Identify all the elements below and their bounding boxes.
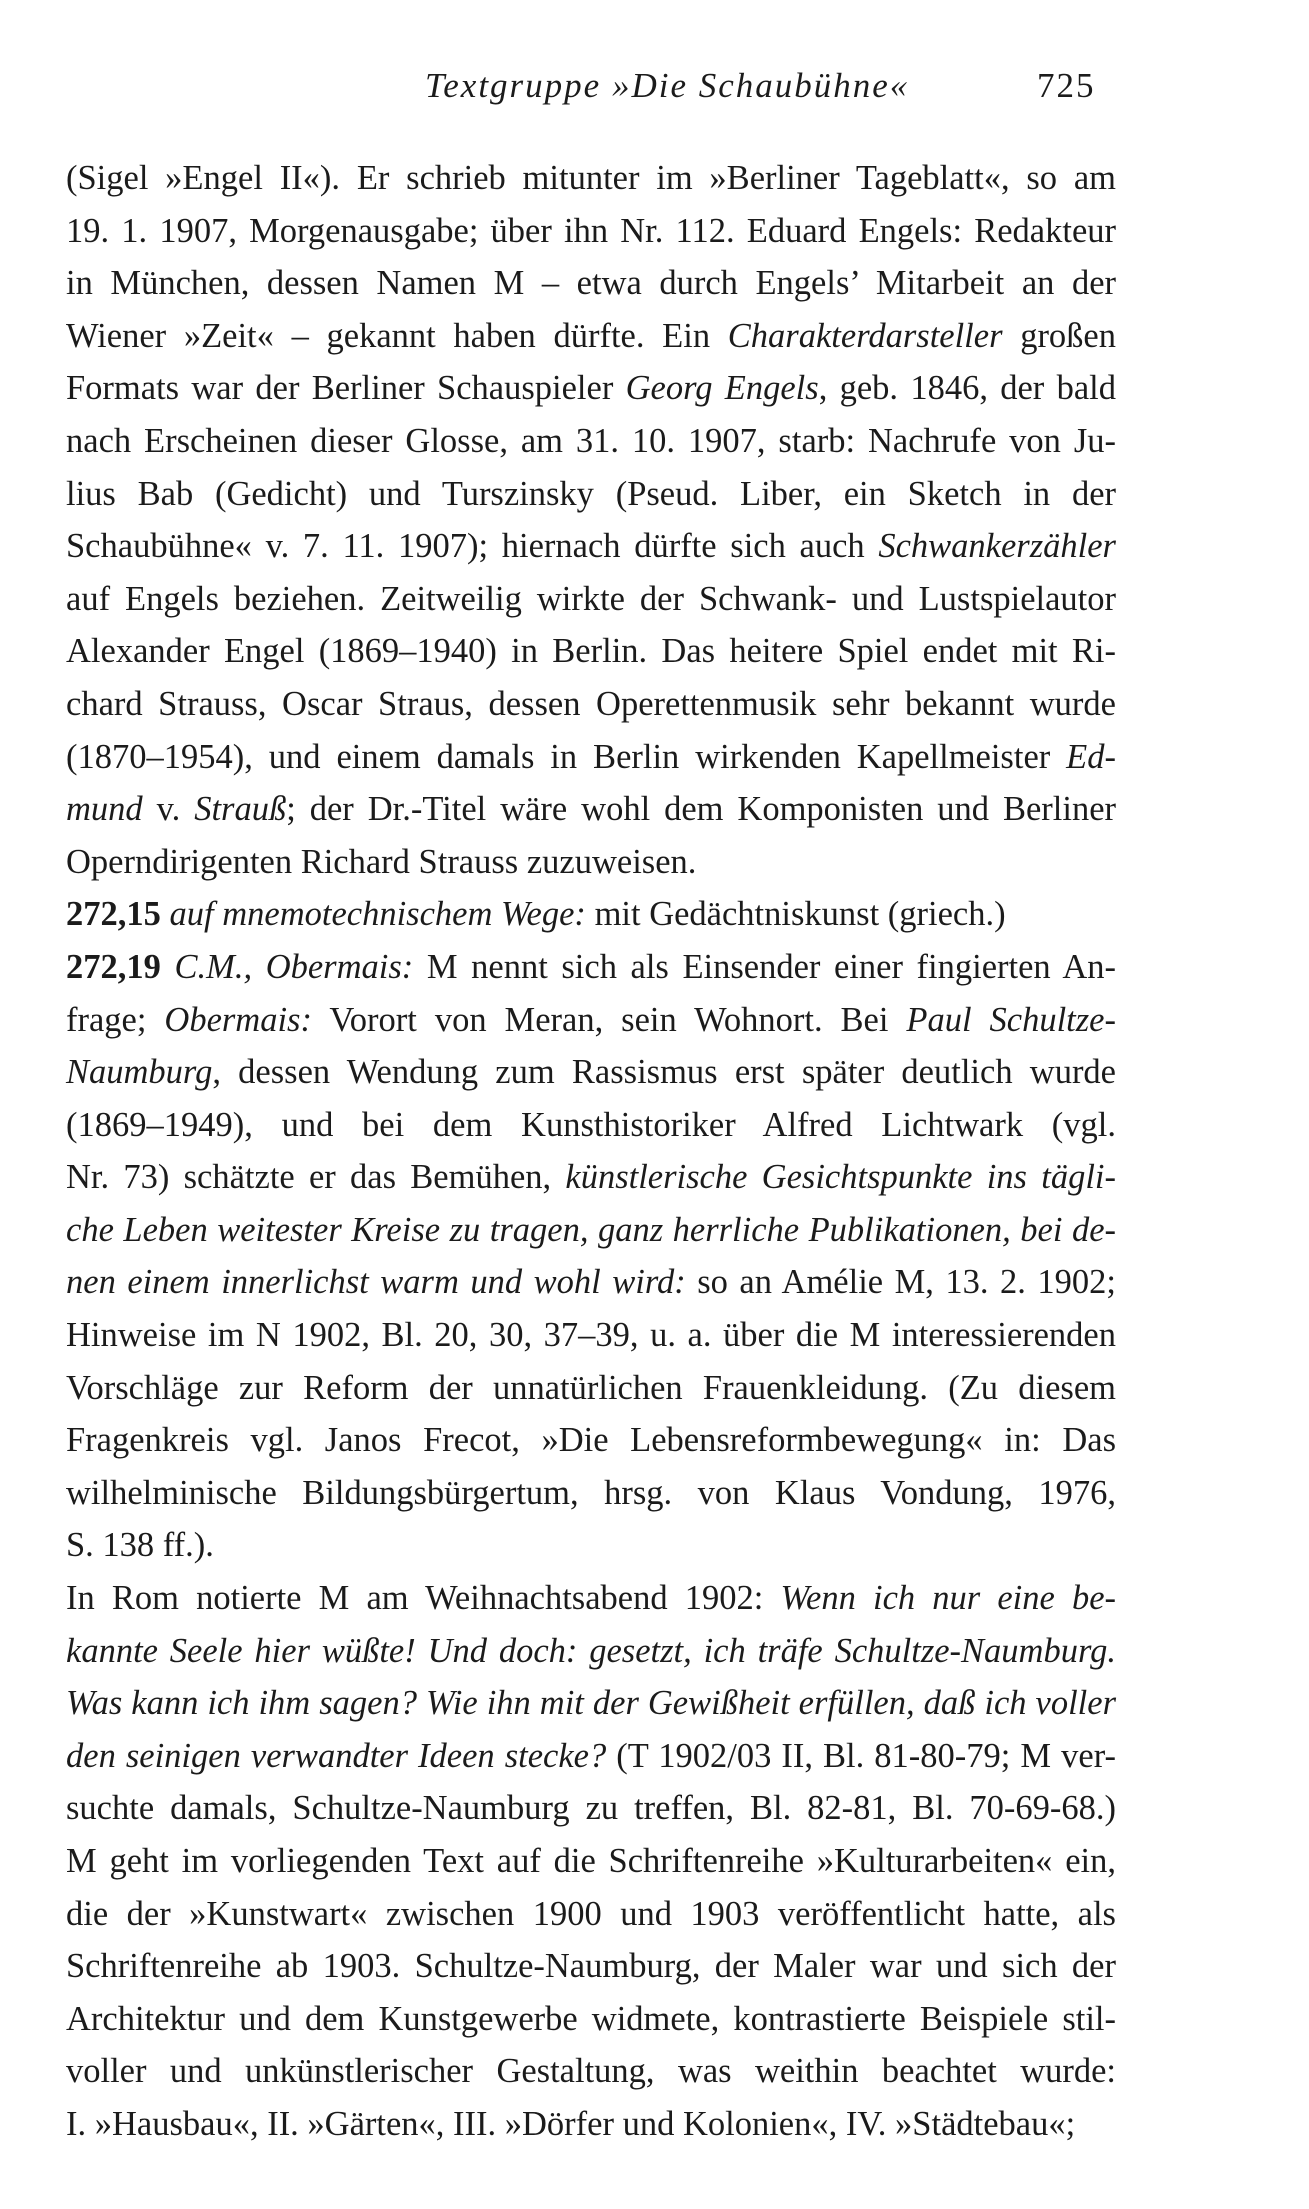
italic-quote: Ed- <box>1066 737 1116 776</box>
text-line <box>66 205 1116 258</box>
text-line <box>66 1414 1116 1467</box>
text-line <box>66 2045 1116 2098</box>
italic-quote: auf mnemotechnischem Wege: <box>169 895 586 934</box>
text-line <box>66 1993 1116 2046</box>
text-segment: großen <box>1002 316 1116 355</box>
text-segment: Alexander Engel (1869–1940) in Berlin. Das heitere Spiel endet mit Ri- <box>66 632 1116 671</box>
text-line <box>66 257 1116 310</box>
text-line <box>66 468 1116 521</box>
italic-quote: Was kann ich ihm sagen? Wie ihn mit der Gewißheit erfüllen, daß ich voller <box>66 1684 1116 1723</box>
text-segment: Schriftenreihe ab 1903. Schultze-Naumburg, der Maler war und sich der <box>66 1947 1116 1986</box>
italic-quote: künstlerische Gesichtspunkte ins tägli- <box>565 1158 1116 1197</box>
text-line <box>66 1099 1116 1152</box>
italic-quote: Schwankerzähler <box>878 527 1116 566</box>
text-segment: so an Amélie M, 13. 2. 1902; <box>685 1263 1116 1302</box>
text-line <box>66 310 1116 363</box>
text-line <box>66 994 1116 1047</box>
commentary-text <box>66 152 1116 2151</box>
text-line <box>66 731 1116 784</box>
text-segment: Operndirigenten Richard Strauss zuzuweisen. <box>66 842 697 881</box>
text-segment: Nr. 73) schätzte er das Bemühen, <box>66 1158 566 1197</box>
text-line <box>66 625 1116 678</box>
line-reference: 272,19 <box>66 947 161 986</box>
text-segment: «). Er schrieb mitunter im »Berliner Tageblatt«, so am <box>302 159 1116 197</box>
text-line <box>66 1519 1116 1572</box>
running-head <box>0 66 1309 116</box>
text-segment: (Sigel »Engel <box>66 159 280 197</box>
text-segment: (T 1902/03 II, Bl. 81-80-79; M ver- <box>606 1736 1116 1775</box>
text-line <box>66 1888 1116 1941</box>
italic-quote: Georg Engels <box>625 369 819 408</box>
text-line <box>66 1572 1116 1625</box>
italic-quote: Obermais: <box>164 1000 312 1039</box>
text-segment: , dessen Wendung zum Rassismus erst später deutlich wurde <box>212 1053 1116 1092</box>
text-line <box>66 1362 1116 1415</box>
text-segment: M geht im vorliegenden Text auf die Schriftenreihe »Kulturarbeiten« ein, <box>66 1842 1116 1880</box>
text-segment: voller und unkünstlerischer Gestaltung, was weithin beachtet wurde: <box>66 2052 1116 2091</box>
italic-quote: den seinigen verwandter Ideen stecke? <box>66 1736 607 1775</box>
text-line <box>66 152 1116 205</box>
running-head-title: Textgruppe »Die Schaubühne« <box>425 66 910 105</box>
text-line <box>66 1625 1116 1678</box>
text-line <box>66 2098 1116 2151</box>
text-segment: Schaubühne« v. 7. 11. 1907); hiernach dürfte sich auch <box>66 527 879 566</box>
text-segment: I. »Hausbau«, II. »Gärten«, III. »Dörfer und Kolonien«, IV. »Städtebau«; <box>66 2104 1076 2143</box>
text-segment: ; der Dr.-Titel wäre wohl dem Komponisten und Berliner <box>286 790 1116 829</box>
text-line <box>66 836 1116 889</box>
italic-quote: C.M., Obermais: <box>174 947 414 986</box>
text-segment: Vorort von Meran, sein Wohnort. Bei <box>311 1000 907 1039</box>
italic-quote: mund <box>66 790 143 829</box>
text-segment: Fragenkreis vgl. Janos Frecot, »Die Lebensreformbewegung« in: Das <box>66 1421 1116 1460</box>
text-segment <box>161 948 175 986</box>
text-segment: 19. 1. 1907, Morgenausgabe; über ihn Nr. 112. Eduard Engels: Redakteur <box>66 211 1116 250</box>
text-segment <box>161 895 170 933</box>
text-segment: mit Gedächtniskunst (griech.) <box>585 895 1006 934</box>
text-line <box>66 362 1116 415</box>
text-line <box>66 888 1116 941</box>
text-line <box>66 1730 1116 1783</box>
text-line <box>66 1204 1116 1257</box>
italic-quote: che Leben weitester Kreise zu tragen, ganz herrliche Publikationen, bei de- <box>66 1210 1116 1249</box>
text-segment: , geb. 1846, der bald <box>818 369 1116 408</box>
text-line <box>66 1309 1116 1362</box>
text-segment: Wiener »Zeit« – gekannt haben dürfte. Ein <box>66 316 728 355</box>
italic-quote: Naumburg <box>66 1053 213 1092</box>
italic-quote: Charakterdarsteller <box>727 316 1003 355</box>
text-line <box>66 1835 1116 1888</box>
italic-quote: Wenn ich nur eine be- <box>780 1579 1116 1618</box>
text-segment: M nennt sich als Einsender einer fingierten An- <box>413 947 1116 986</box>
text-segment: frage; <box>66 1000 165 1039</box>
text-line <box>66 1677 1116 1730</box>
page-number: 725 <box>1037 66 1096 105</box>
italic-quote: nen einem innerlichst warm und wohl wird: <box>66 1263 686 1302</box>
text-line <box>66 1940 1116 1993</box>
text-segment: chard Strauss, Oscar Straus, dessen Operettenmusik sehr bekannt wurde <box>66 684 1116 723</box>
text-line <box>66 415 1116 468</box>
text-segment: die der »Kunstwart« zwischen 1900 und 1903 veröffentlicht hatte, als <box>66 1894 1116 1933</box>
text-segment: II <box>279 159 303 197</box>
text-segment: wilhelminische Bildungsbürgertum, hrsg. von Klaus Vondung, 1976, <box>66 1473 1116 1512</box>
line-reference: 272,15 <box>66 895 161 934</box>
text-segment: nach Erscheinen dieser Glosse, am 31. 10. 1907, starb: Nachrufe von Ju- <box>66 421 1116 460</box>
italic-quote: Strauß <box>194 790 287 829</box>
text-segment: In Rom notierte M am Weihnachtsabend 1902: <box>66 1579 781 1618</box>
text-segment: suchte damals, Schultze-Naumburg zu treffen, Bl. 82-81, Bl. 70-69-68.) <box>66 1789 1116 1828</box>
text-segment: in München, dessen Namen M – etwa durch Engels’ Mitarbeit an der <box>66 264 1116 303</box>
text-segment: Vorschläge zur Reform der unnatürlichen Frauenkleidung. (Zu diesem <box>66 1368 1116 1407</box>
text-segment: (1870–1954), und einem damals in Berlin wirkenden Kapellmeister <box>66 737 1067 776</box>
text-line <box>66 1151 1116 1204</box>
text-line <box>66 1782 1116 1835</box>
text-segment: Formats war der Berliner Schauspieler <box>66 369 626 408</box>
italic-quote: kannte Seele hier wüßte! Und doch: gesetzt, ich träfe Schultze-Naumburg. <box>66 1631 1116 1670</box>
text-line <box>66 1256 1116 1309</box>
text-segment: v. <box>142 790 195 829</box>
italic-quote: Paul Schultze- <box>906 1000 1116 1039</box>
text-line <box>66 520 1116 573</box>
text-segment: Hinweise im N 1902, Bl. 20, 30, 37–39, u. a. über die M interessierenden <box>66 1316 1116 1355</box>
text-line <box>66 783 1116 836</box>
text-segment: auf Engels beziehen. Zeitweilig wirkte der Schwank- und Lustspielautor <box>66 579 1116 618</box>
text-line <box>66 1046 1116 1099</box>
text-segment: (1869–1949), und bei dem Kunsthistoriker Alfred Lichtwark (vgl. <box>66 1105 1116 1144</box>
text-line <box>66 941 1116 994</box>
text-line <box>66 1467 1116 1520</box>
text-segment: S. 138 ff.). <box>66 1526 214 1565</box>
text-line <box>66 678 1116 731</box>
text-segment: Architektur und dem Kunstgewerbe widmete, kontrastierte Beispiele stil- <box>66 1999 1116 2038</box>
text-segment: lius Bab (Gedicht) und Turszinsky (Pseud. Liber, ein Sketch in der <box>66 474 1116 513</box>
text-line <box>66 573 1116 626</box>
